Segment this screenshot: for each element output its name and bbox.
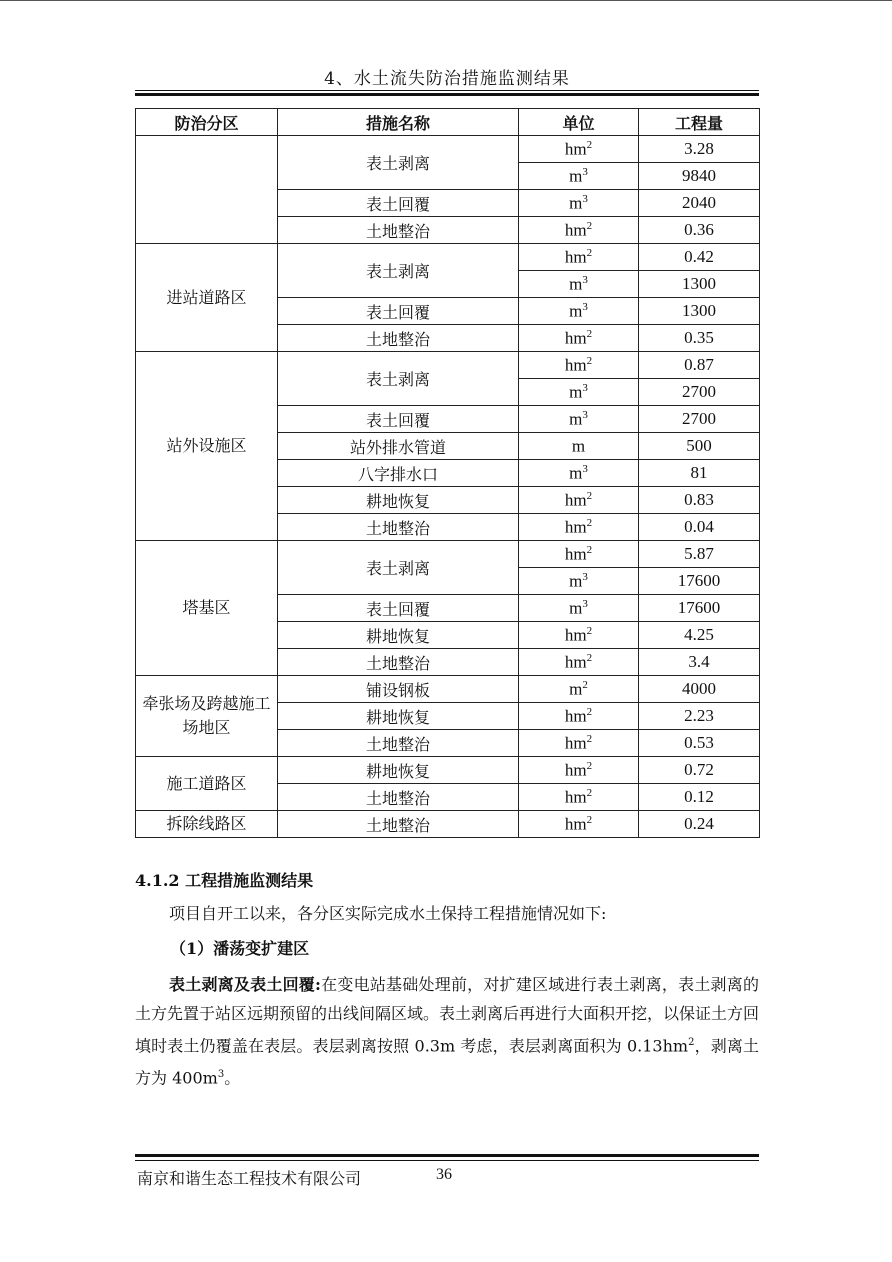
table-row: [136, 352, 760, 379]
quantity-cell: 0.72: [639, 757, 760, 784]
measure-cell: 表土回覆: [278, 190, 519, 217]
measure-cell: 土地整治: [278, 217, 519, 244]
zone-cell: 拆除线路区: [136, 811, 278, 838]
table-row: [136, 244, 760, 271]
measure-cell: 土地整治: [278, 514, 519, 541]
table-row: [136, 541, 760, 568]
quantity-cell: 0.35: [639, 325, 760, 352]
unit-cell: $hm^2$: [519, 784, 639, 811]
section-heading: 4.1.2 工程措施监测结果: [135, 871, 314, 890]
paragraph-body-2: ，剥离土方为 400m: [135, 1036, 759, 1088]
unit-cell: $m^3$: [519, 379, 639, 406]
unit-cell: $hm^2$: [519, 487, 639, 514]
quantity-cell: 4000: [639, 676, 760, 703]
table-row: [136, 676, 760, 703]
measure-cell: 八字排水口: [278, 460, 519, 487]
quantity-cell: 2040: [639, 190, 760, 217]
paragraph-body-1: 在变电站基础处理前，对扩建区域进行表土剥离，表土剥离的土方先置于站区远期预留的出线间隔区域。表土剥离后再进行大面积开挖，以保证土方回填时表土仍覆盖在表层。表层剥离按照 0.3m 考虑，表层剥离面积为 0.13hm: [135, 975, 760, 1056]
measure-cell: 土地整治: [278, 730, 519, 757]
paragraph-end: 。: [224, 1068, 241, 1088]
unit-cell: $m^2$: [519, 676, 639, 703]
page-number: 36: [436, 1166, 452, 1183]
table-header-row: [136, 109, 760, 136]
quantity-cell: 0.87: [639, 352, 760, 379]
quantity-cell: 9840: [639, 163, 760, 190]
quantity-cell: 0.53: [639, 730, 760, 757]
unit-cell: $hm^2$: [519, 730, 639, 757]
footer-rule-thick: [135, 1154, 759, 1157]
quantity-cell: 2700: [639, 379, 760, 406]
measure-cell: 耕地恢复: [278, 622, 519, 649]
quantity-cell: 17600: [639, 595, 760, 622]
table-row: [136, 136, 760, 163]
measure-cell: 表土剥离: [278, 244, 519, 298]
measure-cell: 土地整治: [278, 811, 519, 838]
quantity-cell: 500: [639, 433, 760, 460]
unit-cell: $hm^2$: [519, 649, 639, 676]
header-rule-thick: [135, 93, 759, 96]
page-top-border: [0, 0, 892, 1]
footer-rule-thin: [135, 1160, 759, 1161]
zone-cell: 施工道路区: [136, 757, 278, 811]
unit-cell: $m^3$: [519, 298, 639, 325]
unit-cell: $hm^2$: [519, 514, 639, 541]
quantity-cell: 4.25: [639, 622, 760, 649]
quantity-cell: 0.42: [639, 244, 760, 271]
header-measure: 措施名称: [278, 109, 519, 136]
superscript: 2: [688, 1037, 695, 1048]
unit-cell: $hm^2$: [519, 541, 639, 568]
quantity-cell: 0.12: [639, 784, 760, 811]
subsection-heading: （1）潘荡变扩建区: [170, 939, 310, 958]
zone-cell: 牵张场及跨越施工场地区: [136, 676, 278, 757]
quantity-cell: 2.23: [639, 703, 760, 730]
measure-cell: 铺设钢板: [278, 676, 519, 703]
unit-cell: m: [519, 433, 639, 460]
unit-cell: $hm^2$: [519, 703, 639, 730]
quantity-cell: 2700: [639, 406, 760, 433]
quantity-cell: 3.4: [639, 649, 760, 676]
header-unit: 单位: [519, 109, 639, 136]
quantity-cell: 0.83: [639, 487, 760, 514]
measure-cell: 站外排水管道: [278, 433, 519, 460]
zone-cell: [136, 136, 278, 244]
unit-cell: $m^3$: [519, 271, 639, 298]
unit-cell: $m^3$: [519, 568, 639, 595]
unit-cell: $hm^2$: [519, 622, 639, 649]
measure-cell: 表土回覆: [278, 298, 519, 325]
unit-cell: $hm^2$: [519, 244, 639, 271]
unit-cell: $hm^2$: [519, 352, 639, 379]
zone-cell: 塔基区: [136, 541, 278, 676]
measure-cell: 表土剥离: [278, 136, 519, 190]
header-zone: 防治分区: [136, 109, 278, 136]
table-row: [136, 757, 760, 784]
body-paragraph: [135, 970, 759, 1093]
measure-cell: 表土回覆: [278, 595, 519, 622]
header-rule-thin: [135, 90, 759, 91]
measure-cell: 表土剥离: [278, 352, 519, 406]
superscript: 3: [217, 1069, 225, 1081]
quantity-cell: 81: [639, 460, 760, 487]
unit-cell: $hm^2$: [519, 136, 639, 163]
unit-cell: $hm^2$: [519, 757, 639, 784]
unit-cell: $hm^2$: [519, 325, 639, 352]
measure-cell: 表土回覆: [278, 406, 519, 433]
unit-cell: $m^3$: [519, 406, 639, 433]
header-quantity: 工程量: [639, 109, 760, 136]
quantity-cell: 17600: [639, 568, 760, 595]
unit-cell: $hm^2$: [519, 811, 639, 838]
zone-cell: 站外设施区: [136, 352, 278, 541]
unit-cell: $m^3$: [519, 595, 639, 622]
running-header-title: 4、水土流失防治措施监测结果: [324, 69, 570, 89]
paragraph-lead: 表土剥离及表土回覆:: [169, 975, 321, 994]
measures-table: [135, 108, 760, 838]
measure-cell: 耕地恢复: [278, 703, 519, 730]
footer-company: 南京和谐生态工程技术有限公司: [137, 1169, 362, 1188]
measure-cell: 表土剥离: [278, 541, 519, 595]
measure-cell: 耕地恢复: [278, 487, 519, 514]
unit-cell: $m^3$: [519, 190, 639, 217]
measure-cell: 土地整治: [278, 325, 519, 352]
quantity-cell: 1300: [639, 298, 760, 325]
measure-cell: 土地整治: [278, 784, 519, 811]
quantity-cell: 0.04: [639, 514, 760, 541]
zone-cell: 进站道路区: [136, 244, 278, 352]
quantity-cell: 5.87: [639, 541, 760, 568]
table-row: [136, 811, 760, 838]
quantity-cell: 3.28: [639, 136, 760, 163]
measure-cell: 耕地恢复: [278, 757, 519, 784]
unit-cell: $hm^2$: [519, 217, 639, 244]
intro-paragraph: 项目自开工以来，各分区实际完成水土保持工程措施情况如下:: [169, 904, 607, 923]
measure-cell: 土地整治: [278, 649, 519, 676]
unit-cell: $m^3$: [519, 460, 639, 487]
unit-cell: $m^3$: [519, 163, 639, 190]
quantity-cell: 0.24: [639, 811, 760, 838]
quantity-cell: 1300: [639, 271, 760, 298]
quantity-cell: 0.36: [639, 217, 760, 244]
